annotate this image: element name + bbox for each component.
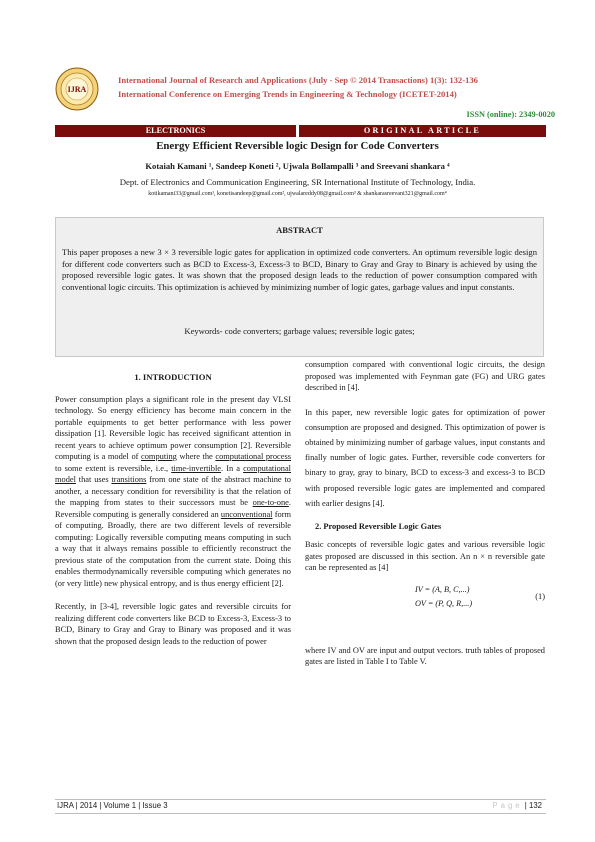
conference-title: International Conference on Emerging Trends in Engineering & Technology (ICETET-2014) xyxy=(118,89,457,99)
paper-title: Energy Efficient Reversible logic Design for Code Converters xyxy=(156,140,439,152)
equation-number: (1) xyxy=(535,591,545,601)
footer-journal-info: IJRA | 2014 | Volume 1 | Issue 3 xyxy=(57,801,168,810)
section-heading-introduction: 1. INTRODUCTION xyxy=(134,372,212,382)
left-column xyxy=(55,372,291,647)
footer-page-label: Page xyxy=(492,801,523,810)
intro-paragraph-2: Recently, in [3-4], reversible logic gates and reversible circuits for realizing different code converters like BCD to Excess-3, Excess-3 to BCD, Binary to Gray and Gray to Binary was proposed and it was shown that the proposed design leads to the reduction of power xyxy=(55,602,291,646)
intro-paragraph-1: Power consumption plays a significant role in the present day VLSI technology. So energy efficiency has become main concern in the portable equipments to get better performance with less power dissipation [1]. Reversible logic has received significant attention in recent years to achieve optimum power consumption [2]. Reversible computing is a model of computing where the computational process to some extent is reversible, i.e., time-invertible. In a computational model that uses transitions from one state of the abstract machine to another, a necessary condition for reversibility is that the relation of the mapping from states to their successors must be one-to-one. Reversible computing is generally considered an unconventional form of computing. Broadly, there are two different levels of reversible computing: Logically reversible computing means computing in such a way that it always remains possible to efficiently reconstruct the previous state of the computation from the current state. Doing this enables thermodynamically reversible computing which generates no (or very little) new physical entropy, and is thus energy efficient [2]. xyxy=(55,394,292,588)
equation-line-ov: OV = (P, Q, R,...) xyxy=(415,598,473,608)
abstract-heading: ABSTRACT xyxy=(276,225,323,235)
right-paragraph-3: Basic concepts of reversible logic gates and various reversible logic gates proposed are discussed in this section. An n × n reversible gate can be represented as [4] xyxy=(305,540,545,573)
keywords: Keywords- code converters; garbage values; reversible logic gates; xyxy=(184,326,415,336)
link-time-invertible[interactable]: time-invertible xyxy=(171,463,222,473)
authors: Kotaiah Kamani ¹, Sandeep Koneti ², Ujwala Bollampalli ³ and Sreevani shankara ⁴ xyxy=(145,161,450,171)
link-computational-model[interactable]: computational model xyxy=(55,463,291,484)
affiliation: Dept. of Electronics and Communication Engineering, SR International Institute of Technology, India. xyxy=(119,177,476,187)
equation-1 xyxy=(305,584,545,634)
link-one-to-one[interactable]: one-to-one xyxy=(252,498,289,507)
page-footer xyxy=(55,799,546,814)
right-paragraph-4: where IV and OV are input and output vectors. truth tables of proposed gates are listed in Table I to Table V. xyxy=(305,645,545,667)
link-computing[interactable]: computing xyxy=(141,452,177,461)
abstract-text: This paper proposes a new 3 × 3 reversible logic gates for application in optimized code converters. An optimum reversible logic design for different code converters such as BCD to Excess-3, Excess-3 to BCD, Binary to Gray and Gray to Binary is achieved by using the proposed reversible logic gates. It was shown that the proposed design leads to the reduction of power consumption compared with conventional logic circuits. This optimization is achieved by minimizing number of logic gates, garbage values and input constants. xyxy=(62,247,537,292)
footer-page xyxy=(492,801,542,810)
logo-text: IJRA xyxy=(67,85,87,94)
equation-line-iv: IV = (A, B, C,...) xyxy=(415,584,470,594)
link-unconventional[interactable]: unconventional xyxy=(220,509,273,519)
author-emails: kotikamani33@gmail.com¹, konetisandeep@gmail.com², ujwalareddy08@gmail.com³ & shankarasreevani321@gmail.com⁴ xyxy=(148,191,447,197)
footer-page-number: | 132 xyxy=(524,801,542,810)
issn: ISSN (online): 2349-0020 xyxy=(466,110,555,119)
section-heading-proposed-gates: 2. Proposed Reversible Logic Gates xyxy=(315,521,442,531)
right-paragraph-2: In this paper, new reversible logic gates for optimization of power consumption are proposed and designed. This optimization of power is obtained by minimizing number of garbage values, input constants and finally number of logic gates. Further, reversible code converters for binary to gray, gray to binary, BCD to excess-3 and excess-3 to BCD with proposed reversible logic gates are implemented and compared with earlier designs [4]. xyxy=(305,407,545,508)
link-computational-process[interactable]: computational process xyxy=(215,452,291,461)
journal-title: International Journal of Research and Applications (July - Sep © 2014 Transactions) 1(3): 132-136 xyxy=(118,75,478,85)
band-category: ELECTRONICS xyxy=(55,125,296,137)
right-column xyxy=(305,359,545,668)
abstract-box xyxy=(55,217,544,357)
journal-logo xyxy=(55,67,99,111)
link-transitions[interactable]: transitions xyxy=(111,475,147,484)
band-article-type: ORIGINAL ARTICLE xyxy=(299,125,546,137)
section-band xyxy=(55,125,546,137)
right-paragraph-1: consumption compared with conventional logic circuits, the design proposed was implemented with Feynman gate (FG) and URG gates described in [4]. xyxy=(305,360,545,392)
